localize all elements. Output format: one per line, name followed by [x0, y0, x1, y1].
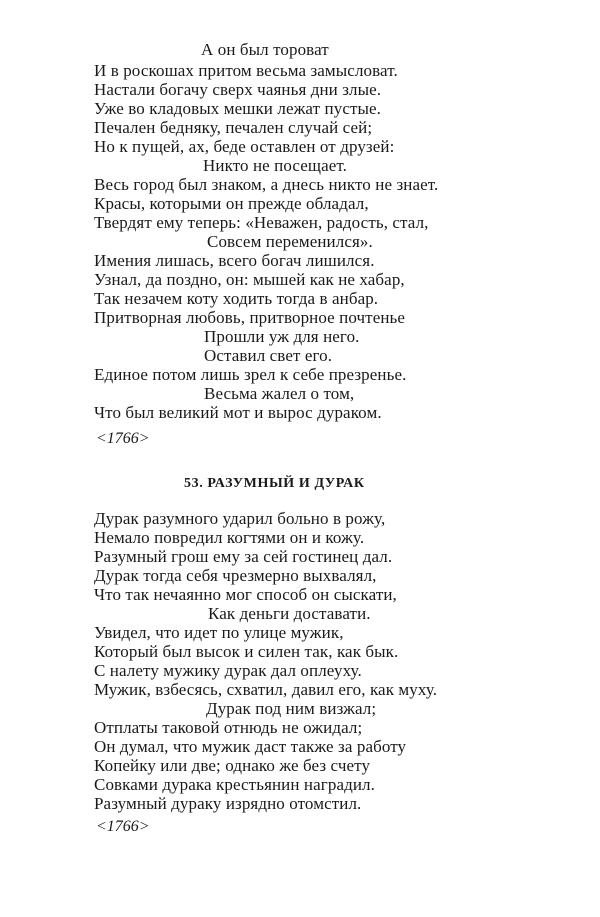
- verse-line: Оставил свет его.: [204, 346, 333, 365]
- verse-line: Он думал, что мужик даст также за работу: [94, 737, 407, 756]
- verse-line: Имения лишась, всего богач лишился.: [94, 251, 375, 270]
- verse-line: Но к пущей, ах, беде оставлен от друзей:: [94, 137, 395, 156]
- verse-line: Немало повредил когтями он и кожу.: [94, 528, 365, 547]
- poem-date: <1766>: [96, 430, 150, 447]
- poem-date: <1766>: [96, 818, 150, 835]
- verse-line: Притворная любовь, притворное почтенье: [94, 308, 406, 327]
- verse-line: Копейку или две; однако же без счету: [94, 756, 371, 775]
- verse-line: Так незачем коту ходить тогда в анбар.: [94, 289, 379, 308]
- verse-line: Как деньги доставати.: [208, 604, 371, 623]
- verse-line: Весьма жалел о том,: [204, 384, 355, 403]
- verse-line: Узнал, да поздно, он: мышей как не хабар,: [94, 270, 405, 289]
- verse-line: Твердят ему теперь: «Неважен, радость, стал,: [94, 213, 429, 232]
- verse-line: Дурак разумного ударил больно в рожу,: [94, 509, 386, 528]
- verse-line: Совсем переменился».: [207, 232, 373, 251]
- verse-line: Отплаты таковой отнюдь не ожидал;: [94, 718, 363, 737]
- verse-line: Весь город был знаком, а днесь никто не знает.: [94, 175, 439, 194]
- verse-line: Настали богачу сверх чаянья дни злые.: [94, 80, 382, 99]
- verse-line: Что был великий мот и вырос дураком.: [94, 403, 382, 422]
- verse-line: С налету мужику дурак дал оплеуху.: [94, 661, 362, 680]
- verse-line: Красы, которыми он прежде обладал,: [94, 194, 369, 213]
- verse-line: И в роскошах притом весьма замысловат.: [94, 61, 398, 80]
- verse-line: Единое потом лишь зрел к себе презренье.: [94, 365, 407, 384]
- verse-line: Прошли уж для него.: [204, 327, 360, 346]
- verse-line: Разумный грош ему за сей гостинец дал.: [94, 547, 393, 566]
- verse-line: Что так нечаянно мог способ он сыскати,: [94, 585, 397, 604]
- verse-line: Совками дурака крестьянин наградил.: [94, 775, 375, 794]
- verse-line: А он был тороват: [201, 40, 329, 59]
- verse-line: Дурак тогда себя чрезмерно выхвалял,: [94, 566, 377, 585]
- verse-line: Никто не посещает.: [203, 156, 347, 175]
- verse-line: Печален бедняку, печален случай сей;: [94, 118, 373, 137]
- verse-line: Который был высок и силен так, как бык.: [94, 642, 399, 661]
- verse-line: Уже во кладовых мешки лежат пустые.: [94, 99, 382, 118]
- verse-line: Мужик, взбесясь, схватил, давил его, как муху.: [94, 680, 438, 699]
- poem-title: 53. РАЗУМНЫЙ И ДУРАК: [184, 476, 365, 491]
- verse-line: Разумный дураку изрядно отомстил.: [94, 794, 362, 813]
- verse-line: Увидел, что идет по улице мужик,: [94, 623, 344, 642]
- verse-line: Дурак под ним визжал;: [206, 699, 377, 718]
